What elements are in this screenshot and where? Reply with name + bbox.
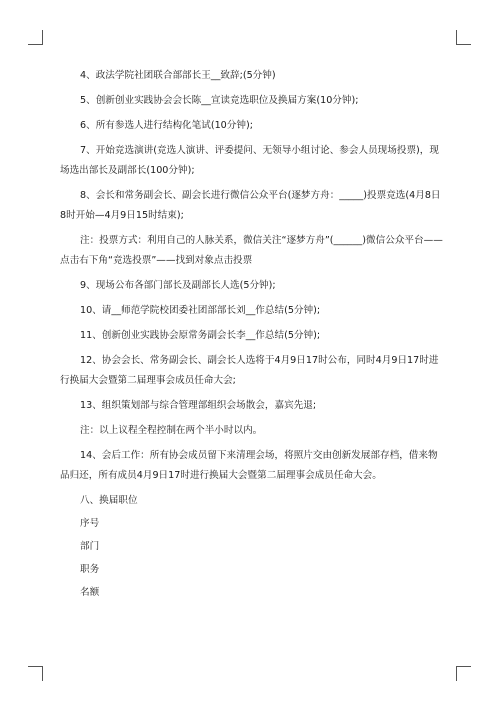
crop-mark-top-right bbox=[456, 30, 471, 45]
agenda-item-10: 10、请__师范学院校团委社团部部长刘__作总结(5分钟); bbox=[80, 305, 321, 316]
crop-mark-bottom-left bbox=[28, 666, 43, 681]
agenda-item-12: 12、协会会长、常务副会长、副会长人选将于4月9日17时公布，同时4月9日17时进行换届大会暨第二届理事会成员任命大会; bbox=[60, 355, 439, 386]
table-field-number: 序号 bbox=[80, 518, 100, 529]
section-heading: 八、换届职位 bbox=[80, 495, 138, 506]
time-control-note: 注：以上议程全程控制在两个半小时以内。 bbox=[80, 425, 263, 436]
crop-mark-top-left bbox=[28, 30, 43, 45]
agenda-item-8: 8、会长和常务副会长、副会长进行微信公众平台(逐梦方舟：_____)投票竞选(4月8日8时开始—4月9日15时结束); bbox=[60, 190, 441, 221]
agenda-item-11: 11、创新创业实践协会原常务副会长李__作总结(5分钟); bbox=[80, 330, 321, 341]
agenda-item-7: 7、开始竞选演讲(竞选人演讲、评委提问、无领导小组讨论、参会人员现场投票)，现场选出部长及副部长(100分钟); bbox=[60, 145, 439, 176]
table-field-quota: 名额 bbox=[80, 587, 100, 598]
document-body bbox=[60, 66, 446, 606]
voting-note: 注：投票方式：利用自己的人脉关系，微信关注“逐梦方舟”(______)微信公众平台——点击右下角“竞选投票”——找到对象点击投票 bbox=[60, 235, 443, 266]
table-field-department: 部门 bbox=[80, 541, 100, 552]
agenda-item-14: 14、会后工作：所有协会成员留下来清理会场，将照片交由创新发展部存档，借来物品归还，所有成员4月9日17时进行换届大会暨第二届理事会成员任命大会。 bbox=[60, 450, 438, 481]
agenda-item-13: 13、组织策划部与综合管理部组织会场散会，嘉宾先退; bbox=[80, 400, 317, 411]
agenda-item-9: 9、现场公布各部门部长及副部长人选(5分钟); bbox=[80, 280, 276, 291]
agenda-item-5: 5、创新创业实践协会会长陈__宣读竞选职位及换届方案(10分钟); bbox=[80, 95, 359, 106]
table-field-position: 职务 bbox=[80, 564, 100, 575]
agenda-item-4: 4、政法学院社团联合部部长王__致辞;(5分钟) bbox=[80, 70, 276, 81]
crop-mark-bottom-right bbox=[456, 666, 471, 681]
agenda-item-6: 6、所有参选人进行结构化笔试(10分钟); bbox=[80, 120, 253, 131]
